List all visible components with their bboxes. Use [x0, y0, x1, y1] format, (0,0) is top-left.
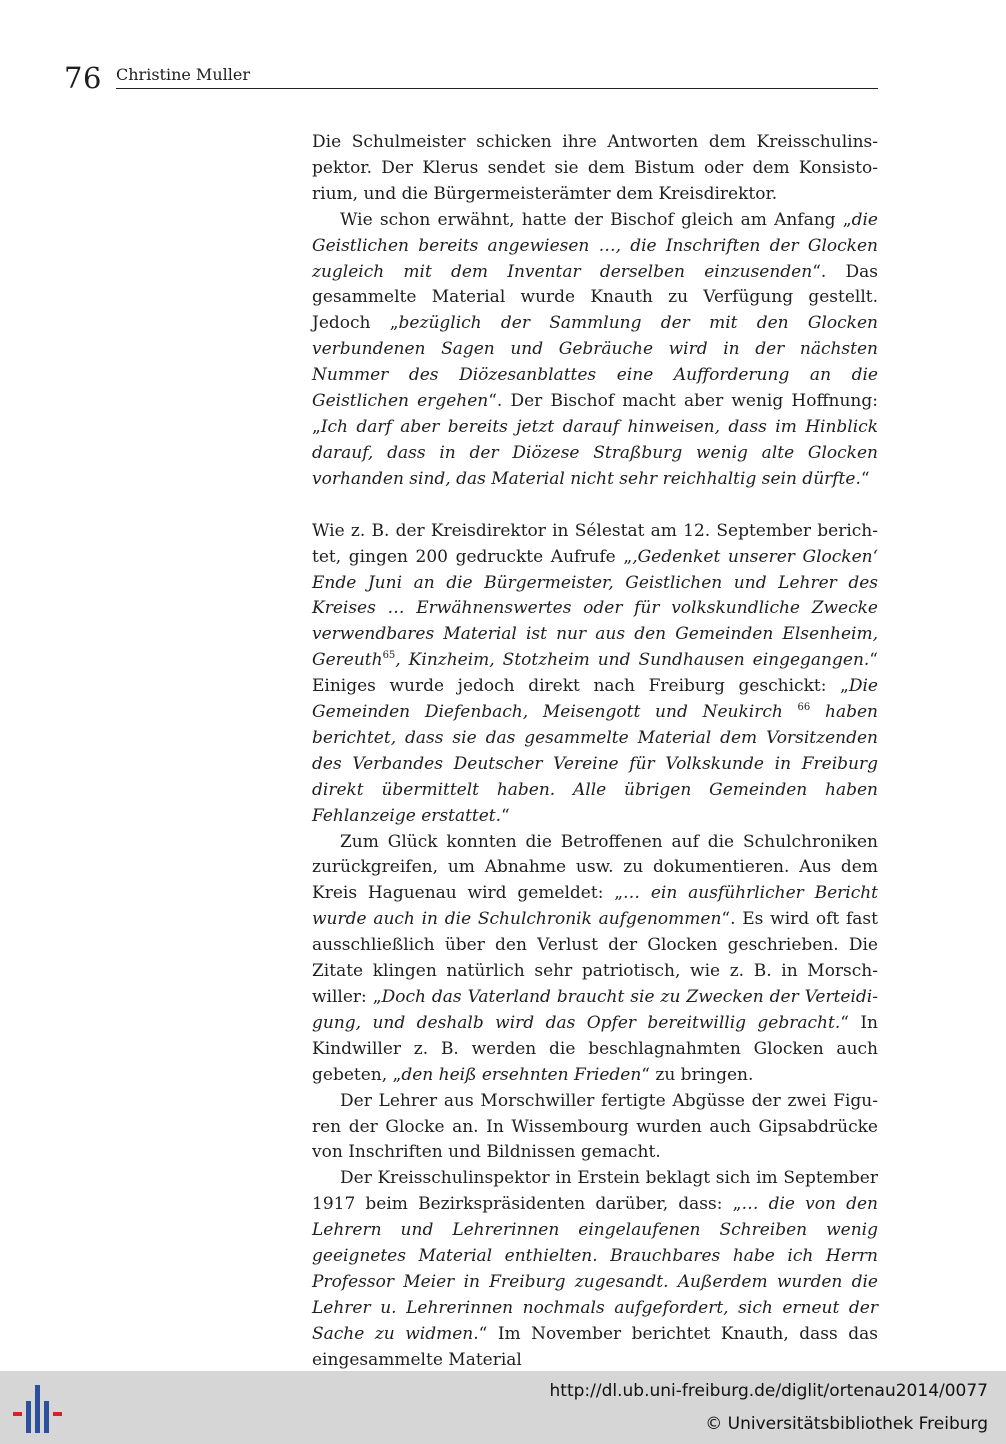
quote-text: haben berichtet, dass sie das gesammelte Material dem Vorsitzenden des Verbandes Deutscher Vereine für Volkskunde in Freiburg direkt übermittelt haben. Alle übrigen Gemeinden haben Fehlanzeige erstattet. — [312, 702, 878, 826]
text-run: Zum Glück konnten die Betroffenen auf die Schulchroniken zurückgreifen, um Abnahme usw. zu dokumentieren. Aus dem Kreis Haguenau wird gemeldet: „ — [312, 831, 878, 904]
text-run: “ In Kindwiller z. B. werden die beschlagnahmten Glocken auch gebeten, „ — [312, 1012, 879, 1085]
header-rule — [116, 88, 878, 89]
text-run: “. Das gesammelte Material wurde Knauth zu Verfügung gestellt. Jedoch „ — [312, 261, 878, 334]
ub-freiburg-logo-icon[interactable] — [10, 1383, 66, 1435]
quote-text: den heiß ersehnten Frieden — [401, 1064, 642, 1085]
paragraph — [312, 1166, 878, 1373]
quote-text: bezüglich der Sammlung der mit den Glocken verbundenen Sagen und Gebräuche wird in der nächsten Nummer des Diözesanblattes eine Aufforderung an die Geistlichen ergehen — [312, 313, 878, 412]
text-run: “ — [501, 805, 510, 826]
page-number: 76 — [64, 61, 102, 95]
text-run: Der Kreisschulinspektor in Erstein beklagt sich im September 1917 beim Bezirkspräsidenten darüber, dass: „ — [312, 1168, 878, 1215]
paragraph — [312, 130, 878, 208]
body-text — [312, 130, 878, 1374]
quote-text: Die Gemeinden Diefenbach, Meisengott und Neukirch — [312, 676, 878, 723]
quote-text: Ich darf aber bereits jetzt darauf hinweisen, dass im Hinblick darauf, dass in der Diözese Straßburg wenig alte Glocken vorhanden sind, das Material nicht sehr reichhaltig sein dürfte. — [312, 416, 878, 489]
quote-text: … die von den Lehrern und Lehrerinnen eingelaufenen Schreiben wenig geeignetes Material enthielten. Brauchbares habe ich Herrn Professor Meier in Freiburg zugesandt. Außerdem wurden die Lehrer u. Lehrerinnen nochmals aufgefordert, sich erneut der Sache zu widmen. — [312, 1194, 878, 1344]
footer-url-link[interactable]: http://dl.ub.uni-freiburg.de/diglit/ortenau2014/0077 — [549, 1381, 988, 1401]
text-run: Wie z. B. der Kreisdirektor in Sélestat am 12. September berichtet, gingen 200 gedruckte Aufrufe „ — [312, 520, 878, 567]
text-run: Die Schulmeister schicken ihre Antworten dem Kreisschulinspektor. Der Klerus sendet sie dem Bistum oder dem Konsistorium, und die Bürgermeisterämter dem Kreisdirektor. — [312, 132, 878, 204]
text-run: “ — [860, 468, 870, 489]
quote-text: ‚Gedenket unserer Glocken‘ Ende Juni an die Bürgermeister, Geistlichen und Lehrer des Kreises … Erwähnenswertes oder für volkskundliche Zwecke verwendbares Material ist nur aus den Gemeinden Elsenheim, Gereuth — [312, 546, 879, 671]
quote-text: … ein ausführlicher Bericht wurde auch in die Schulchronik aufgenommen — [312, 883, 878, 930]
paragraph — [312, 1089, 878, 1167]
text-run: “ Einiges wurde jedoch direkt nach Freiburg geschickt: „ — [312, 650, 878, 697]
footer-bar — [0, 1371, 1006, 1444]
footnote-ref: 66 — [797, 702, 811, 714]
text-run: “. Es wird oft fast ausschließlich über den Verlust der Glocken geschrieben. Die Zitate klingen natürlich sehr patriotisch, wie z. B. in Morschwiller: „ — [312, 909, 878, 1007]
quote-text: Doch das Vaterland braucht sie zu Zwecken der Verteidigung, und deshalb wird das Opfer bereitwillig gebracht. — [312, 987, 878, 1033]
footer-copyright: © Universitätsbibliothek Freiburg — [705, 1414, 988, 1434]
paragraph — [312, 830, 878, 1089]
running-head: Christine Muller — [116, 65, 250, 84]
quote-text: , Kinzheim, Stotzheim und Sundhausen eingegangen. — [395, 650, 870, 671]
text-run: “ Im November berichtet Knauth, dass das eingesammelte Material — [312, 1323, 878, 1370]
text-run: “. Der Bischof macht aber wenig Hoffnung: „ — [312, 391, 878, 437]
footnote-ref: 65 — [382, 650, 396, 662]
text-run: Der Lehrer aus Morschwiller fertigte Abgüsse der zwei Figuren der Glocke an. In Wissembourg wurden auch Gipsabdrücke von Inschriften und Bildnissen gemacht. — [312, 1090, 878, 1163]
text-run: Wie schon erwähnt, hatte der Bischof gleich am Anfang „ — [340, 209, 852, 230]
paragraph — [312, 208, 878, 493]
text-run: “ zu bringen. — [641, 1064, 754, 1085]
quote-text: die Geistlichen bereits angewiesen …, die Inschriften der Glocken zugleich mit dem Inventar derselben einzusenden — [312, 209, 878, 282]
paragraph — [312, 519, 878, 830]
